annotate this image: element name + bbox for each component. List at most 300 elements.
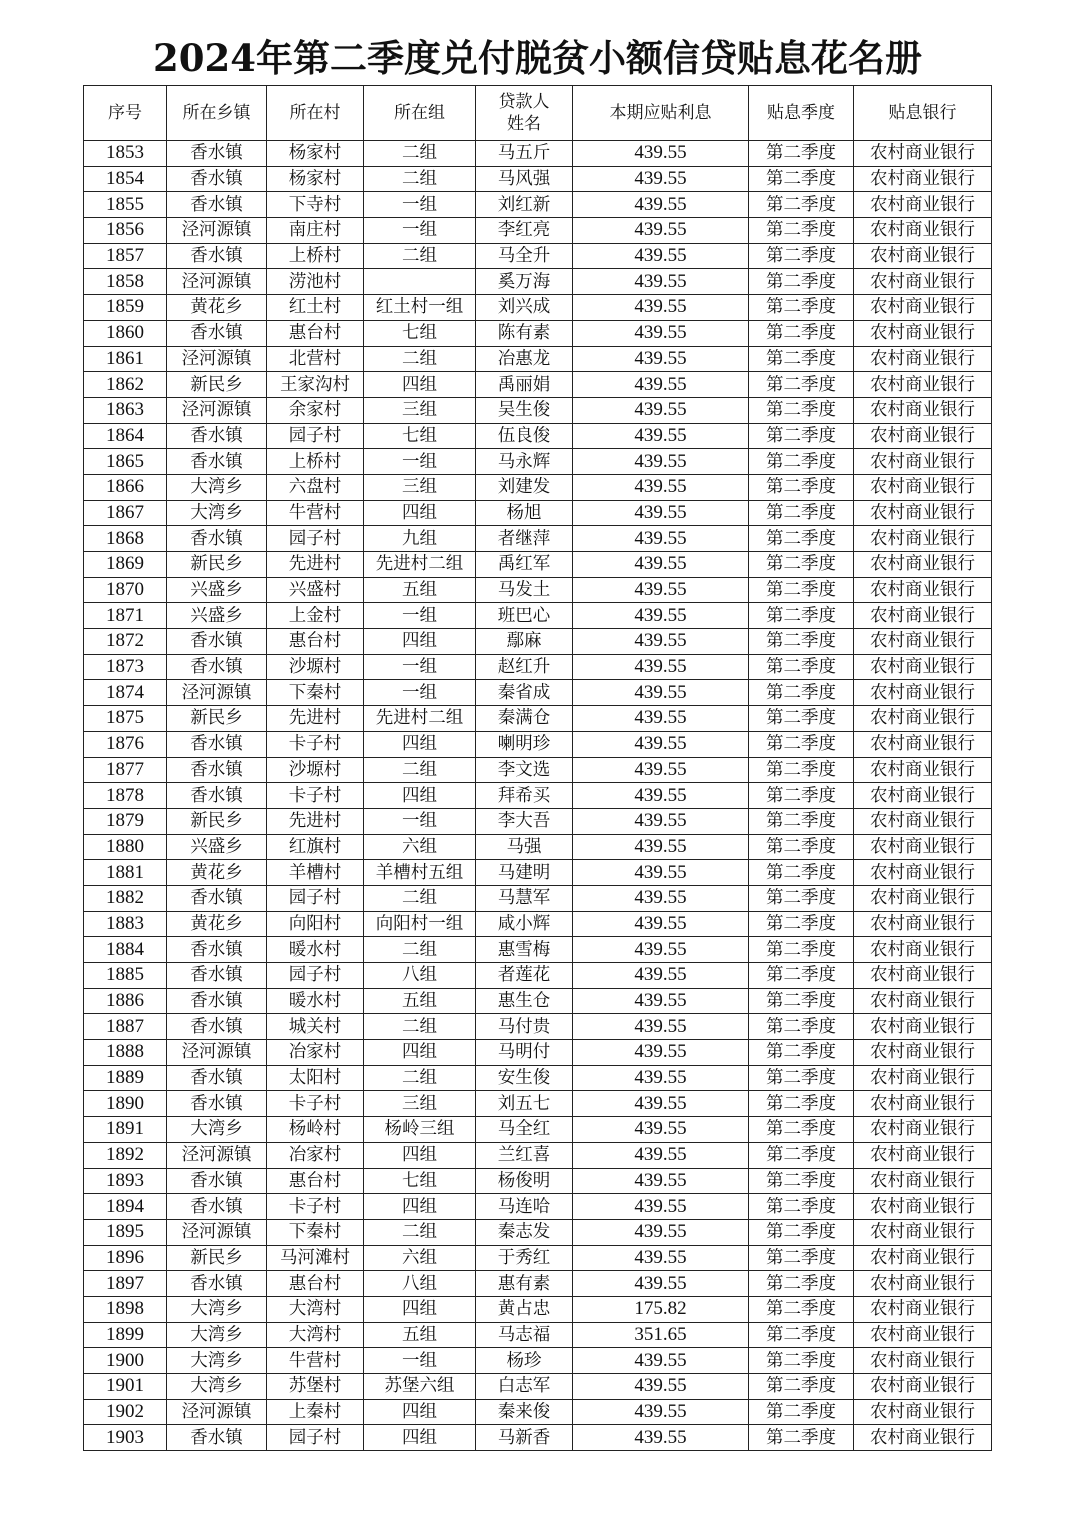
cell-serial: 1853 xyxy=(84,141,167,167)
cell-quarter: 第二季度 xyxy=(749,680,854,706)
cell-village: 园子村 xyxy=(267,526,364,552)
table-row xyxy=(84,1296,992,1322)
cell-borrower: 李红亮 xyxy=(476,218,573,244)
cell-quarter: 第二季度 xyxy=(749,320,854,346)
cell-town: 香水镇 xyxy=(167,731,267,757)
cell-borrower: 杨俊明 xyxy=(476,1168,573,1194)
cell-village: 下秦村 xyxy=(267,680,364,706)
cell-group: 三组 xyxy=(364,1091,476,1117)
cell-group: 五组 xyxy=(364,988,476,1014)
cell-interest: 439.55 xyxy=(573,911,749,937)
cell-quarter: 第二季度 xyxy=(749,706,854,732)
cell-serial: 1878 xyxy=(84,783,167,809)
cell-interest: 439.55 xyxy=(573,680,749,706)
cell-quarter: 第二季度 xyxy=(749,1194,854,1220)
header-borrower xyxy=(476,86,573,141)
cell-group: 二组 xyxy=(364,1014,476,1040)
cell-borrower: 者继萍 xyxy=(476,526,573,552)
cell-town: 香水镇 xyxy=(167,1168,267,1194)
cell-bank: 农村商业银行 xyxy=(854,346,992,372)
cell-serial: 1894 xyxy=(84,1194,167,1220)
cell-bank: 农村商业银行 xyxy=(854,937,992,963)
cell-bank: 农村商业银行 xyxy=(854,1194,992,1220)
cell-bank: 农村商业银行 xyxy=(854,218,992,244)
cell-village: 暖水村 xyxy=(267,988,364,1014)
table-row xyxy=(84,1117,992,1143)
cell-interest: 439.55 xyxy=(573,269,749,295)
table-row xyxy=(84,552,992,578)
cell-town: 香水镇 xyxy=(167,1425,267,1451)
cell-village: 大湾村 xyxy=(267,1322,364,1348)
cell-quarter: 第二季度 xyxy=(749,295,854,321)
cell-bank: 农村商业银行 xyxy=(854,1065,992,1091)
cell-town: 泾河源镇 xyxy=(167,1142,267,1168)
cell-village: 园子村 xyxy=(267,885,364,911)
cell-quarter: 第二季度 xyxy=(749,1142,854,1168)
cell-quarter: 第二季度 xyxy=(749,1040,854,1066)
cell-village: 下寺村 xyxy=(267,192,364,218)
cell-village: 卡子村 xyxy=(267,731,364,757)
cell-borrower: 马永辉 xyxy=(476,449,573,475)
cell-quarter: 第二季度 xyxy=(749,552,854,578)
cell-borrower: 刘兴成 xyxy=(476,295,573,321)
cell-quarter: 第二季度 xyxy=(749,654,854,680)
cell-interest: 439.55 xyxy=(573,295,749,321)
cell-borrower: 马全红 xyxy=(476,1117,573,1143)
cell-interest: 439.55 xyxy=(573,988,749,1014)
table-row xyxy=(84,937,992,963)
cell-town: 兴盛乡 xyxy=(167,834,267,860)
cell-group: 六组 xyxy=(364,1245,476,1271)
cell-serial: 1890 xyxy=(84,1091,167,1117)
table-header-row xyxy=(84,86,992,141)
cell-serial: 1902 xyxy=(84,1399,167,1425)
cell-village: 沙塬村 xyxy=(267,757,364,783)
cell-town: 新民乡 xyxy=(167,552,267,578)
cell-interest: 439.55 xyxy=(573,654,749,680)
cell-borrower: 黄占忠 xyxy=(476,1296,573,1322)
table-row xyxy=(84,706,992,732)
cell-borrower: 马发土 xyxy=(476,577,573,603)
cell-interest: 439.55 xyxy=(573,500,749,526)
table-row xyxy=(84,963,992,989)
table-row xyxy=(84,449,992,475)
cell-village: 园子村 xyxy=(267,1425,364,1451)
cell-group: 杨岭三组 xyxy=(364,1117,476,1143)
cell-bank: 农村商业银行 xyxy=(854,449,992,475)
cell-interest: 439.55 xyxy=(573,1117,749,1143)
cell-village: 卡子村 xyxy=(267,1194,364,1220)
cell-borrower: 惠生仓 xyxy=(476,988,573,1014)
cell-village: 余家村 xyxy=(267,397,364,423)
cell-group: 四组 xyxy=(364,372,476,398)
cell-group: 二组 xyxy=(364,141,476,167)
cell-serial: 1884 xyxy=(84,937,167,963)
cell-quarter: 第二季度 xyxy=(749,860,854,886)
cell-group: 四组 xyxy=(364,1040,476,1066)
cell-serial: 1886 xyxy=(84,988,167,1014)
cell-bank: 农村商业银行 xyxy=(854,1399,992,1425)
cell-town: 兴盛乡 xyxy=(167,603,267,629)
cell-interest: 439.55 xyxy=(573,629,749,655)
cell-interest: 439.55 xyxy=(573,757,749,783)
cell-borrower: 秦满仓 xyxy=(476,706,573,732)
cell-group: 二组 xyxy=(364,346,476,372)
cell-serial: 1898 xyxy=(84,1296,167,1322)
cell-bank: 农村商业银行 xyxy=(854,988,992,1014)
cell-village: 冶家村 xyxy=(267,1142,364,1168)
cell-village: 下秦村 xyxy=(267,1219,364,1245)
header-borrower-label: 贷款人姓名 xyxy=(498,92,550,134)
cell-borrower: 奚万海 xyxy=(476,269,573,295)
cell-village: 北营村 xyxy=(267,346,364,372)
cell-group: 五组 xyxy=(364,1322,476,1348)
cell-group: 先进村二组 xyxy=(364,706,476,732)
cell-interest: 439.55 xyxy=(573,1168,749,1194)
cell-serial: 1876 xyxy=(84,731,167,757)
cell-quarter: 第二季度 xyxy=(749,1091,854,1117)
cell-borrower: 马连哈 xyxy=(476,1194,573,1220)
cell-borrower: 班巴心 xyxy=(476,603,573,629)
cell-interest: 439.55 xyxy=(573,1014,749,1040)
cell-interest: 439.55 xyxy=(573,731,749,757)
cell-bank: 农村商业银行 xyxy=(854,423,992,449)
cell-quarter: 第二季度 xyxy=(749,500,854,526)
cell-borrower: 秦省成 xyxy=(476,680,573,706)
table-row xyxy=(84,783,992,809)
cell-town: 大湾乡 xyxy=(167,474,267,500)
cell-group: 先进村二组 xyxy=(364,552,476,578)
cell-quarter: 第二季度 xyxy=(749,757,854,783)
cell-borrower: 马强 xyxy=(476,834,573,860)
cell-borrower: 伍良俊 xyxy=(476,423,573,449)
cell-borrower: 咸小辉 xyxy=(476,911,573,937)
cell-interest: 439.55 xyxy=(573,320,749,346)
cell-village: 羊槽村 xyxy=(267,860,364,886)
cell-serial: 1879 xyxy=(84,808,167,834)
cell-town: 香水镇 xyxy=(167,885,267,911)
cell-town: 香水镇 xyxy=(167,1014,267,1040)
cell-town: 黄花乡 xyxy=(167,860,267,886)
cell-group: 羊槽村五组 xyxy=(364,860,476,886)
cell-group: 一组 xyxy=(364,1348,476,1374)
cell-group: 二组 xyxy=(364,757,476,783)
cell-bank: 农村商业银行 xyxy=(854,1168,992,1194)
cell-town: 香水镇 xyxy=(167,1091,267,1117)
cell-borrower: 鄢麻 xyxy=(476,629,573,655)
table-row xyxy=(84,243,992,269)
cell-serial: 1873 xyxy=(84,654,167,680)
table-row xyxy=(84,731,992,757)
cell-interest: 439.55 xyxy=(573,860,749,886)
cell-serial: 1865 xyxy=(84,449,167,475)
cell-quarter: 第二季度 xyxy=(749,1322,854,1348)
cell-quarter: 第二季度 xyxy=(749,243,854,269)
cell-quarter: 第二季度 xyxy=(749,1374,854,1400)
cell-bank: 农村商业银行 xyxy=(854,783,992,809)
cell-group: 四组 xyxy=(364,500,476,526)
cell-group: 七组 xyxy=(364,423,476,449)
cell-interest: 439.55 xyxy=(573,166,749,192)
cell-town: 泾河源镇 xyxy=(167,218,267,244)
cell-quarter: 第二季度 xyxy=(749,474,854,500)
table-row xyxy=(84,141,992,167)
cell-interest: 439.55 xyxy=(573,1091,749,1117)
cell-borrower: 刘建发 xyxy=(476,474,573,500)
cell-serial: 1900 xyxy=(84,1348,167,1374)
cell-group: 七组 xyxy=(364,1168,476,1194)
cell-town: 香水镇 xyxy=(167,988,267,1014)
header-bank: 贴息银行 xyxy=(854,86,992,141)
cell-town: 香水镇 xyxy=(167,1065,267,1091)
cell-group: 二组 xyxy=(364,1065,476,1091)
cell-bank: 农村商业银行 xyxy=(854,1014,992,1040)
cell-interest: 439.55 xyxy=(573,449,749,475)
cell-borrower: 马付贵 xyxy=(476,1014,573,1040)
cell-serial: 1864 xyxy=(84,423,167,449)
table-row xyxy=(84,218,992,244)
cell-group: 七组 xyxy=(364,320,476,346)
cell-quarter: 第二季度 xyxy=(749,423,854,449)
cell-quarter: 第二季度 xyxy=(749,937,854,963)
cell-serial: 1877 xyxy=(84,757,167,783)
cell-bank: 农村商业银行 xyxy=(854,1348,992,1374)
cell-village: 兴盛村 xyxy=(267,577,364,603)
cell-quarter: 第二季度 xyxy=(749,526,854,552)
cell-village: 卡子村 xyxy=(267,783,364,809)
table-row xyxy=(84,603,992,629)
cell-village: 惠台村 xyxy=(267,320,364,346)
cell-village: 城关村 xyxy=(267,1014,364,1040)
table-row xyxy=(84,320,992,346)
cell-bank: 农村商业银行 xyxy=(854,552,992,578)
cell-town: 香水镇 xyxy=(167,166,267,192)
cell-bank: 农村商业银行 xyxy=(854,320,992,346)
table-row xyxy=(84,1245,992,1271)
cell-town: 泾河源镇 xyxy=(167,680,267,706)
cell-serial: 1871 xyxy=(84,603,167,629)
cell-bank: 农村商业银行 xyxy=(854,269,992,295)
cell-group: 一组 xyxy=(364,603,476,629)
cell-town: 泾河源镇 xyxy=(167,1040,267,1066)
cell-borrower: 喇明珍 xyxy=(476,731,573,757)
cell-borrower: 李文选 xyxy=(476,757,573,783)
cell-quarter: 第二季度 xyxy=(749,141,854,167)
table-row xyxy=(84,269,992,295)
cell-group: 四组 xyxy=(364,1296,476,1322)
cell-quarter: 第二季度 xyxy=(749,603,854,629)
cell-interest: 439.55 xyxy=(573,192,749,218)
cell-village: 牛营村 xyxy=(267,1348,364,1374)
cell-town: 香水镇 xyxy=(167,757,267,783)
cell-serial: 1855 xyxy=(84,192,167,218)
cell-village: 向阳村 xyxy=(267,911,364,937)
cell-town: 泾河源镇 xyxy=(167,1399,267,1425)
cell-serial: 1859 xyxy=(84,295,167,321)
cell-serial: 1883 xyxy=(84,911,167,937)
cell-group: 一组 xyxy=(364,449,476,475)
cell-group: 苏堡六组 xyxy=(364,1374,476,1400)
cell-borrower: 禹丽娟 xyxy=(476,372,573,398)
cell-town: 大湾乡 xyxy=(167,1117,267,1143)
cell-bank: 农村商业银行 xyxy=(854,629,992,655)
cell-town: 新民乡 xyxy=(167,808,267,834)
cell-serial: 1889 xyxy=(84,1065,167,1091)
table-row xyxy=(84,423,992,449)
cell-village: 冶家村 xyxy=(267,1040,364,1066)
cell-serial: 1893 xyxy=(84,1168,167,1194)
cell-borrower: 马风强 xyxy=(476,166,573,192)
cell-quarter: 第二季度 xyxy=(749,783,854,809)
cell-quarter: 第二季度 xyxy=(749,166,854,192)
table-row xyxy=(84,1399,992,1425)
cell-town: 泾河源镇 xyxy=(167,346,267,372)
cell-quarter: 第二季度 xyxy=(749,192,854,218)
cell-bank: 农村商业银行 xyxy=(854,1322,992,1348)
cell-serial: 1888 xyxy=(84,1040,167,1066)
cell-quarter: 第二季度 xyxy=(749,346,854,372)
cell-bank: 农村商业银行 xyxy=(854,654,992,680)
table-row xyxy=(84,1142,992,1168)
cell-group: 八组 xyxy=(364,1271,476,1297)
cell-quarter: 第二季度 xyxy=(749,372,854,398)
table-row xyxy=(84,372,992,398)
table-row xyxy=(84,988,992,1014)
cell-village: 杨家村 xyxy=(267,141,364,167)
table-row xyxy=(84,1065,992,1091)
cell-quarter: 第二季度 xyxy=(749,629,854,655)
header-village: 所在村 xyxy=(267,86,364,141)
cell-town: 泾河源镇 xyxy=(167,1219,267,1245)
table-row xyxy=(84,834,992,860)
cell-interest: 439.55 xyxy=(573,808,749,834)
cell-serial: 1895 xyxy=(84,1219,167,1245)
cell-serial: 1903 xyxy=(84,1425,167,1451)
cell-bank: 农村商业银行 xyxy=(854,757,992,783)
cell-village: 暖水村 xyxy=(267,937,364,963)
cell-group: 一组 xyxy=(364,680,476,706)
cell-serial: 1854 xyxy=(84,166,167,192)
table-row xyxy=(84,1271,992,1297)
cell-town: 香水镇 xyxy=(167,629,267,655)
cell-interest: 439.55 xyxy=(573,397,749,423)
cell-bank: 农村商业银行 xyxy=(854,166,992,192)
cell-serial: 1867 xyxy=(84,500,167,526)
cell-bank: 农村商业银行 xyxy=(854,911,992,937)
table-row xyxy=(84,757,992,783)
cell-quarter: 第二季度 xyxy=(749,885,854,911)
cell-bank: 农村商业银行 xyxy=(854,397,992,423)
cell-interest: 439.55 xyxy=(573,885,749,911)
table-row xyxy=(84,500,992,526)
cell-interest: 439.55 xyxy=(573,141,749,167)
cell-town: 新民乡 xyxy=(167,706,267,732)
cell-interest: 439.55 xyxy=(573,1425,749,1451)
cell-bank: 农村商业银行 xyxy=(854,526,992,552)
cell-bank: 农村商业银行 xyxy=(854,577,992,603)
cell-quarter: 第二季度 xyxy=(749,218,854,244)
cell-village: 上秦村 xyxy=(267,1399,364,1425)
cell-interest: 439.55 xyxy=(573,1348,749,1374)
cell-borrower: 马全升 xyxy=(476,243,573,269)
cell-borrower: 陈有素 xyxy=(476,320,573,346)
table-row xyxy=(84,577,992,603)
cell-borrower: 马新香 xyxy=(476,1425,573,1451)
cell-serial: 1870 xyxy=(84,577,167,603)
cell-town: 香水镇 xyxy=(167,526,267,552)
cell-town: 香水镇 xyxy=(167,1194,267,1220)
cell-bank: 农村商业银行 xyxy=(854,680,992,706)
cell-interest: 439.55 xyxy=(573,218,749,244)
cell-interest: 351.65 xyxy=(573,1322,749,1348)
cell-quarter: 第二季度 xyxy=(749,269,854,295)
cell-serial: 1869 xyxy=(84,552,167,578)
cell-village: 王家沟村 xyxy=(267,372,364,398)
table-row xyxy=(84,474,992,500)
cell-town: 香水镇 xyxy=(167,141,267,167)
cell-village: 涝池村 xyxy=(267,269,364,295)
cell-quarter: 第二季度 xyxy=(749,731,854,757)
cell-quarter: 第二季度 xyxy=(749,834,854,860)
cell-village: 沙塬村 xyxy=(267,654,364,680)
table-row xyxy=(84,1348,992,1374)
cell-bank: 农村商业银行 xyxy=(854,1040,992,1066)
cell-town: 大湾乡 xyxy=(167,1348,267,1374)
cell-quarter: 第二季度 xyxy=(749,577,854,603)
header-quarter: 贴息季度 xyxy=(749,86,854,141)
table-row xyxy=(84,346,992,372)
cell-serial: 1882 xyxy=(84,885,167,911)
cell-borrower: 冶惠龙 xyxy=(476,346,573,372)
cell-serial: 1860 xyxy=(84,320,167,346)
cell-group: 一组 xyxy=(364,218,476,244)
cell-village: 先进村 xyxy=(267,552,364,578)
cell-village: 红土村 xyxy=(267,295,364,321)
cell-quarter: 第二季度 xyxy=(749,988,854,1014)
table-row xyxy=(84,295,992,321)
table-row xyxy=(84,1168,992,1194)
cell-interest: 439.55 xyxy=(573,346,749,372)
cell-village: 上金村 xyxy=(267,603,364,629)
cell-quarter: 第二季度 xyxy=(749,1117,854,1143)
cell-interest: 439.55 xyxy=(573,1040,749,1066)
cell-group: 五组 xyxy=(364,577,476,603)
cell-interest: 439.55 xyxy=(573,1065,749,1091)
table-row xyxy=(84,166,992,192)
cell-serial: 1875 xyxy=(84,706,167,732)
cell-serial: 1862 xyxy=(84,372,167,398)
cell-serial: 1897 xyxy=(84,1271,167,1297)
cell-serial: 1868 xyxy=(84,526,167,552)
cell-village: 杨家村 xyxy=(267,166,364,192)
table-row xyxy=(84,1374,992,1400)
header-serial: 序号 xyxy=(84,86,167,141)
cell-bank: 农村商业银行 xyxy=(854,706,992,732)
cell-quarter: 第二季度 xyxy=(749,1296,854,1322)
cell-serial: 1863 xyxy=(84,397,167,423)
cell-borrower: 杨旭 xyxy=(476,500,573,526)
cell-interest: 439.55 xyxy=(573,834,749,860)
cell-village: 红旗村 xyxy=(267,834,364,860)
cell-bank: 农村商业银行 xyxy=(854,963,992,989)
table-row xyxy=(84,808,992,834)
cell-serial: 1874 xyxy=(84,680,167,706)
cell-quarter: 第二季度 xyxy=(749,808,854,834)
cell-town: 香水镇 xyxy=(167,963,267,989)
cell-group: 四组 xyxy=(364,731,476,757)
cell-bank: 农村商业银行 xyxy=(854,141,992,167)
cell-interest: 439.55 xyxy=(573,1271,749,1297)
